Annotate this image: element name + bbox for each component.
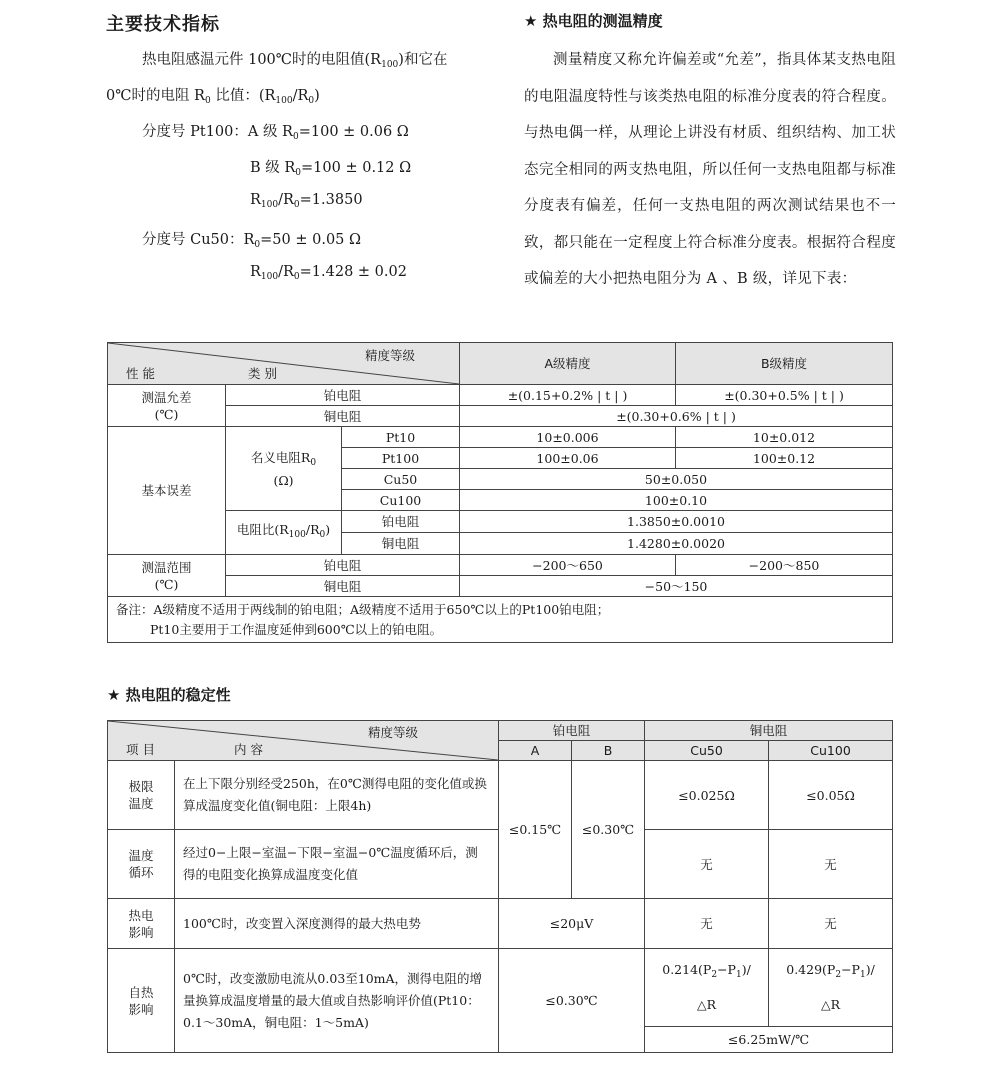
cu50-spec: 分度号 Cu50：$R_0=50 \pm 0.05$ Ω — [142, 232, 362, 250]
corner-label-category: 类 别 — [248, 366, 277, 381]
cu50-value: 50±0.050 — [460, 469, 893, 490]
tol-pt-b: ±(0.30+0.5% | t | ) — [676, 385, 893, 406]
cu50-label: Cu50 — [342, 469, 460, 490]
note-line-1: 备注：A级精度不适用于两线制的铂电阻；A级精度不适用于650℃以上的Pt100铂电阻； — [116, 601, 610, 617]
cu-group-header: 铜电阻 — [645, 721, 893, 741]
corner-label-content: 内 容 — [234, 742, 263, 757]
spec-line-1: 热电阻感温元件 100℃时的电阻值$(R_{100})$和它在 — [142, 52, 448, 70]
self-heat-cu100: $0.429(P_2-P_1)/$ △R — [769, 949, 893, 1027]
ratio-pt-label: 铂电阻 — [342, 511, 460, 533]
col-a: A — [499, 741, 572, 761]
col-b: B — [572, 741, 645, 761]
stability-title: ★ 热电阻的稳定性 — [107, 686, 231, 704]
pt100-a: 100±0.06 — [460, 448, 676, 469]
tol-pt-label: 铂电阻 — [226, 385, 460, 406]
limit-temp-cu50: ≤0.025Ω — [645, 761, 769, 830]
spec-section — [106, 10, 506, 282]
limit-temp-desc: 在上下限分别经受250h，在0℃测得电阻的变化值或换算成温度变化值(铜电阻：上限4h) — [175, 761, 499, 830]
thermo-effect-pt: ≤20μV — [499, 899, 645, 949]
cu100-value: 100±0.10 — [460, 490, 893, 511]
basic-error-label: 基本误差 — [108, 427, 226, 555]
range-pt-label: 铂电阻 — [226, 555, 460, 576]
thermo-effect-label: 热电影响 — [108, 899, 175, 949]
pt100-ratio-spec: $R_{100}/R_0=1.3850$ — [250, 192, 363, 210]
range-cu-label: 铜电阻 — [226, 576, 460, 597]
spec-heading: 主要技术指标 — [106, 14, 220, 35]
range-pt-b: −200～850 — [676, 555, 893, 576]
pt10-a: 10±0.006 — [460, 427, 676, 448]
ratio-cu-value: 1.4280±0.0020 — [460, 533, 893, 555]
accuracy-paragraph: 测量精度又称允许偏差或“允差”，指具体某支热电阻的电阻温度特性与该类热电阻的标准分度表的符合程度。与热电偶一样，从理论上讲没有材质、组织结构、加工状态完全相同的两支热电阻，所以任何一支热电阻都与标准分度表有偏差，任何一支热电阻的两次测试结果也不一致，都只能在一定程度上符合标准分度表。根据符合程度或偏差的大小把热电阻分为 A 、B 级，详见下表： — [524, 52, 896, 287]
tol-cu: ±(0.30+0.6% | t | ) — [460, 406, 893, 427]
range-label: 测温范围 (℃) — [108, 555, 226, 597]
pt10-label: Pt10 — [342, 427, 460, 448]
limit-temp-cu100: ≤0.05Ω — [769, 761, 893, 830]
stability-table-corner — [108, 721, 499, 761]
accuracy-title: ★ 热电阻的测温精度 — [524, 12, 663, 30]
range-pt-a: −200～650 — [460, 555, 676, 576]
temp-cycle-label: 温度循环 — [108, 830, 175, 899]
col-b-grade: B级精度 — [676, 343, 893, 385]
nominal-resistance-label: 名义电阻$R_0$ (Ω) — [226, 427, 342, 511]
thermo-effect-cu100: 无 — [769, 899, 893, 949]
ratio-pt-value: 1.3850±0.0010 — [460, 511, 893, 533]
corner-label-grade: 精度等级 — [365, 348, 416, 363]
limit-cycle-a: ≤0.15℃ — [499, 761, 572, 899]
self-heat-desc: 0℃时，改变激励电流从0.03至10mA，测得电阻的增量换算成温度增量的最大值或自热影响评价值(Pt10：0.1～30mA，铜电阻：1～5mA) — [175, 949, 499, 1053]
temp-cycle-cu50: 无 — [645, 830, 769, 899]
thermo-effect-desc: 100℃时，改变置入深度测得的最大热电势 — [175, 899, 499, 949]
note-line-2: Pt10主要用于工作温度延伸到600℃以上的铂电阻。 — [150, 621, 443, 637]
pt100-b-spec: B 级 $R_0=100 \pm 0.12$ Ω — [250, 160, 412, 178]
col-cu50: Cu50 — [645, 741, 769, 761]
pt-group-header: 铂电阻 — [499, 721, 645, 741]
thermo-effect-cu50: 无 — [645, 899, 769, 949]
temp-cycle-desc: 经过0−上限−室温−下限−室温−0℃温度循环后，测得的电阻变化换算成温度变化值 — [175, 830, 499, 899]
limit-temp-label: 极限温度 — [108, 761, 175, 830]
col-a-grade: A级精度 — [460, 343, 676, 385]
corner-label-item: 项 目 — [126, 742, 155, 757]
pt10-b: 10±0.012 — [676, 427, 893, 448]
accuracy-table-corner — [108, 343, 460, 385]
tol-pt-a: ±(0.15+0.2% | t | ) — [460, 385, 676, 406]
col-cu100: Cu100 — [769, 741, 893, 761]
ratio-cu-label: 铜电阻 — [342, 533, 460, 555]
self-heat-pt: ≤0.30℃ — [499, 949, 645, 1053]
cu50-ratio-spec: $R_{100}/R_0=1.428 \pm 0.02$ — [250, 264, 407, 282]
corner-label-performance: 性 能 — [126, 366, 155, 381]
self-heat-cu50: $0.214(P_2-P_1)/$ △R — [645, 949, 769, 1027]
temp-cycle-cu100: 无 — [769, 830, 893, 899]
cu100-label: Cu100 — [342, 490, 460, 511]
self-heat-label: 自热影响 — [108, 949, 175, 1053]
accuracy-table — [107, 342, 893, 643]
spec-line-2: 0℃时的电阻 $R_0$ 比值：$(R_{100}/R_0)$ — [106, 88, 320, 106]
tolerance-label: 测温允差 (℃) — [108, 385, 226, 427]
corner-label-grade-2: 精度等级 — [367, 725, 418, 740]
tol-cu-label: 铜电阻 — [226, 406, 460, 427]
accuracy-section — [524, 10, 896, 287]
self-heat-cu-bottom: ≤6.25mW/℃ — [645, 1027, 893, 1053]
accuracy-note — [108, 597, 893, 643]
range-cu: −50～150 — [460, 576, 893, 597]
pt100-label: Pt100 — [342, 448, 460, 469]
pt100-b: 100±0.12 — [676, 448, 893, 469]
resistance-ratio-label: 电阻比$(R_{100}/R_0)$ — [226, 511, 342, 555]
pt100-a-spec: 分度号 Pt100：A 级 $R_0=100 \pm 0.06$ Ω — [142, 124, 409, 142]
stability-table — [107, 720, 893, 1053]
limit-cycle-b: ≤0.30℃ — [572, 761, 645, 899]
